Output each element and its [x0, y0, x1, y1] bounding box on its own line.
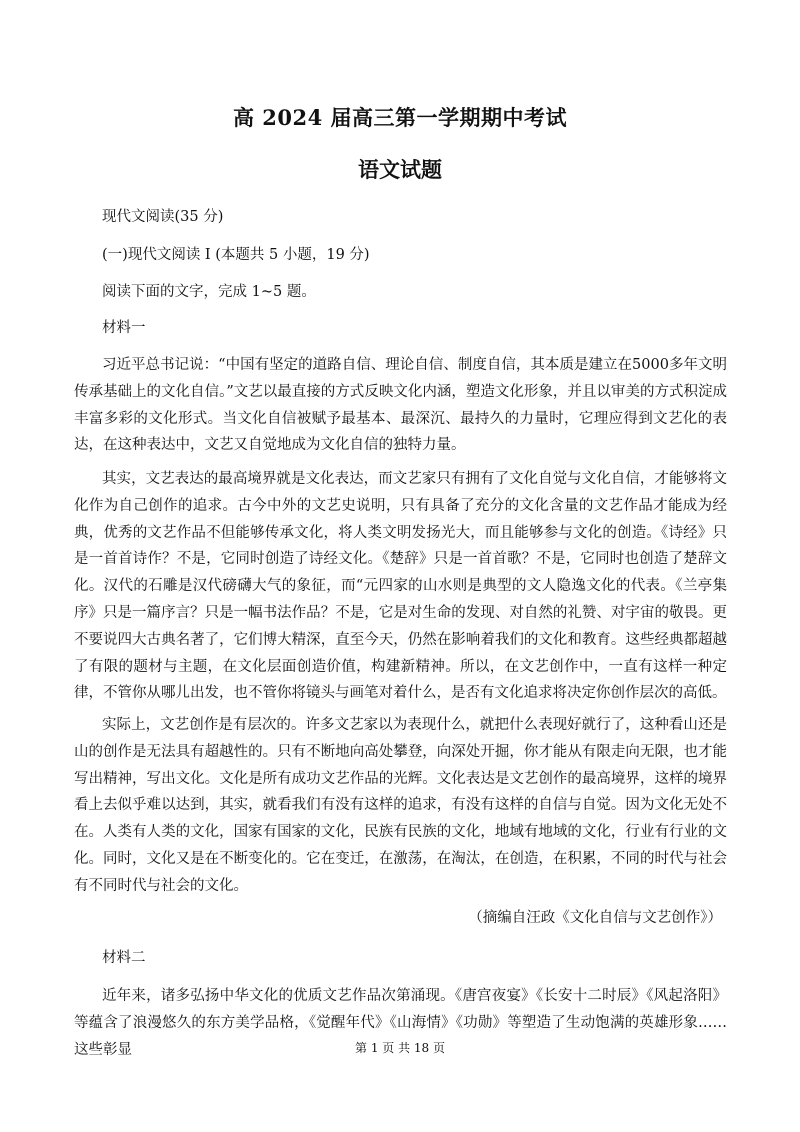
- material-one-paragraph-2: 其实，文艺表达的最高境界就是文化表达，而文艺家只有拥有了文化自觉与文化自信，才能够将文化作为自己创作的追求。古今中外的文艺史说明，只有具备了充分的文化含量的文艺作品才能成为经典，优秀的文艺作品不但能够传承文化，将人类文明发扬光大，而且能够参与文化的创造。《诗经》只是一首首诗作？不是，它同时创造了诗经文化。《楚辞》只是一首首歌？不是，它同时也创造了楚辞文化。汉代的石雕是汉代磅礴大气的象征，而“元四家的山水则是典型的文人隐逸文化的代表。《兰亭集序》只是一篇序言？只是一幅书法作品？不是，它是对生命的发现、对自然的礼赞、对宇宙的敬畏。更不要说四大古典名著了，它们博大精深，直至今天，仍然在影响着我们的文化和教育。这些经典都超越了有限的题材与主题，在文化层面创造价值，构建新精神。所以，在文艺创作中，一直有这样一种定律，不管你从哪儿出发，也不管你将镜头与画笔对着什么，是否有文化追求将决定你创作层次的高低。: [74, 471, 727, 702]
- section-subheading: (一)现代文阅读 I (本题共 5 小题，19 分): [102, 247, 370, 263]
- reading-instruction: 阅读下面的文字，完成 1~5 题。: [102, 284, 316, 300]
- page-number: 第 1 页 共 18 页: [355, 1041, 445, 1055]
- exam-title: 高 2024 届高三第一学期期中考试: [232, 105, 568, 130]
- section-heading: 现代文阅读(35 分): [102, 209, 224, 225]
- material-one-paragraph-3: 实际上，文艺创作是有层次的。许多文艺家以为表现什么，就把什么表现好就行了，这种看山还是山的创作是无法具有超越性的。只有不断地向高处攀登，向深处开掘，你才能从有限走向无限，也才能写出精神，写出文化。文化是所有成功文艺作品的光辉。文化表达是文艺创作的最高境界，这样的境界看上去似乎难以达到，其实，就看我们有没有这样的追求，有没有这样的自信与自觉。因为文化无处不在。人类有人类的文化，国家有国家的文化，民族有民族的文化，地域有地域的文化，行业有行业的文化。同时，文化又是在不断变化的。它在变迁，在激荡，在淘汰，在创造，在积累，不同的时代与社会有不同时代与社会的文化。: [74, 717, 727, 894]
- material-one-paragraph-1: 习近平总书记说：“中国有坚定的道路自信、理论自信、制度自信，其本质是建立在5000多年文明传承基础上的文化自信。”文艺以最直接的方式反映文化内涵，塑造文化形象，并且以审美的方式积淀成丰富多彩的文化形式。当文化自信被赋予最基本、最深沉、最持久的力量时，它理应得到文艺化的表达，在这种表达中，文艺又自觉地成为文化自信的独特力量。: [74, 357, 727, 454]
- exam-subtitle: 语文试题: [358, 157, 442, 182]
- material-one-attribution: （摘编自汪政《文化自信与文艺创作》）: [468, 910, 722, 926]
- material-two-label: 材料二: [102, 950, 146, 966]
- material-two-paragraph-1: 近年来，诸多弘扬中华文化的优质文艺作品次第涌现。《唐宫夜宴》《长安十二时辰》《风起洛阳》等蕴含了浪漫悠久的东方美学品格，《觉醒年代》《山海情》《功勋》等塑造了生动饱满的英雄形象……这些彰显: [74, 988, 727, 1058]
- material-one-label: 材料一: [102, 320, 146, 336]
